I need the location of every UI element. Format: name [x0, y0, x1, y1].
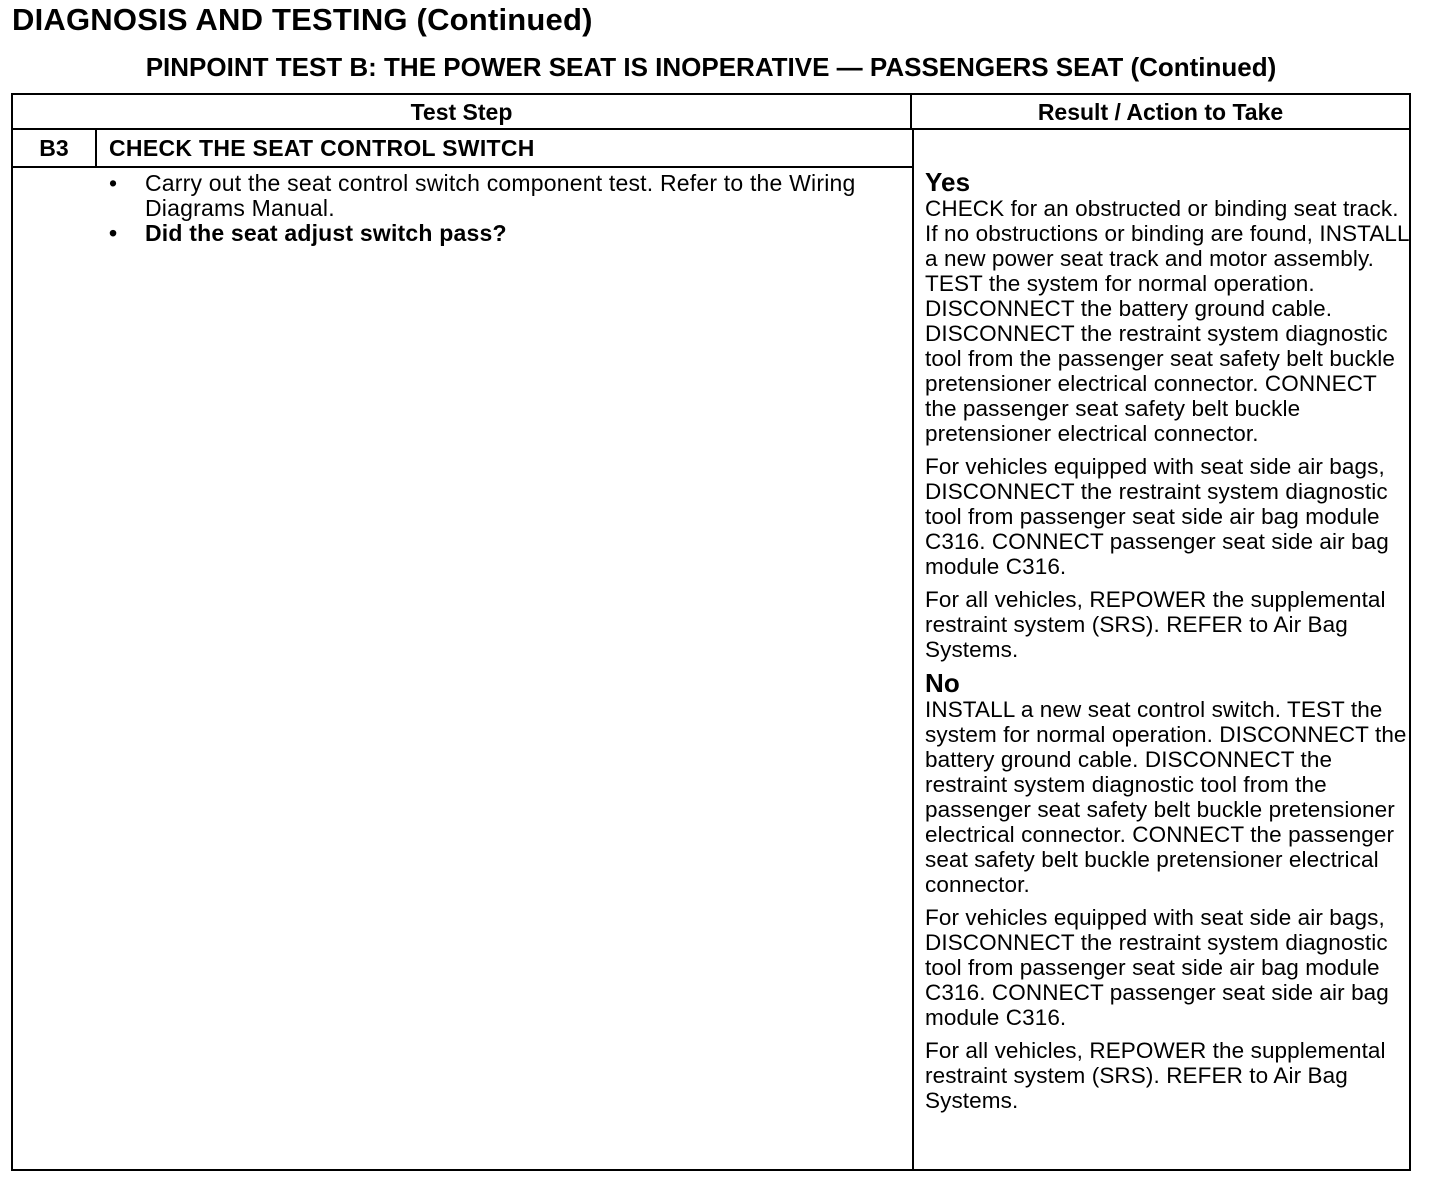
yes-label: Yes: [925, 167, 971, 197]
step-action-text: Carry out the seat control switch component test. Refer to the Wiring Diagrams Manual.: [145, 170, 856, 221]
page-heading: DIAGNOSIS AND TESTING (Continued): [12, 2, 593, 37]
column-divider: [912, 130, 914, 1169]
step-header-row: [13, 130, 912, 168]
bullet-icon: •: [109, 220, 118, 246]
pinpoint-test-table: [11, 93, 1411, 1171]
no-label: No: [925, 668, 960, 698]
no-action-paragraph: INSTALL a new seat control switch. TEST the system for normal operation. DISCONNECT the battery ground cable. DISCONNECT the restraint system diagnostic tool from the passenger seat safety belt buckle pretensioner electrical connector. CONNECT the passenger seat safety belt buckle pretensioner electrical connector.: [925, 697, 1407, 897]
test-step-column-header: Test Step: [13, 95, 912, 130]
step-question-text: Did the seat adjust switch pass?: [145, 220, 507, 246]
yes-side-airbag-paragraph: For vehicles equipped with seat side air bags, DISCONNECT the restraint system diagnostic tool from passenger seat side air bag module C316. CONNECT passenger seat side air bag module C316.: [925, 454, 1389, 579]
pinpoint-test-title: PINPOINT TEST B: THE POWER SEAT IS INOPERATIVE — PASSENGERS SEAT (Continued): [145, 52, 1277, 82]
result-column-header: Result / Action to Take: [912, 95, 1409, 130]
step-id: B3: [13, 130, 97, 166]
result-actions: [925, 169, 1411, 1121]
step-action-item: [109, 171, 869, 221]
no-side-airbag-paragraph: For vehicles equipped with seat side air bags, DISCONNECT the restraint system diagnostic tool from passenger seat side air bag module C316. CONNECT passenger seat side air bag module C316.: [925, 905, 1389, 1030]
bullet-icon: •: [109, 170, 118, 196]
step-question-item: [109, 221, 869, 246]
step-instructions: [109, 171, 869, 246]
no-repower-paragraph: For all vehicles, REPOWER the supplemental restraint system (SRS). REFER to Air Bag Systems.: [925, 1038, 1386, 1113]
step-title: CHECK THE SEAT CONTROL SWITCH: [109, 135, 535, 161]
yes-action-paragraph: CHECK for an obstructed or binding seat track. If no obstructions or binding are found, INSTALL a new power seat track and motor assembly. TEST the system for normal operation. DISCONNECT the battery ground cable. DISCONNECT the restraint system diagnostic tool from the passenger seat safety belt buckle pretensioner electrical connector. CONNECT the passenger seat safety belt buckle pretensioner electrical connector.: [925, 196, 1409, 446]
yes-repower-paragraph: For all vehicles, REPOWER the supplemental restraint system (SRS). REFER to Air Bag Systems.: [925, 587, 1386, 662]
